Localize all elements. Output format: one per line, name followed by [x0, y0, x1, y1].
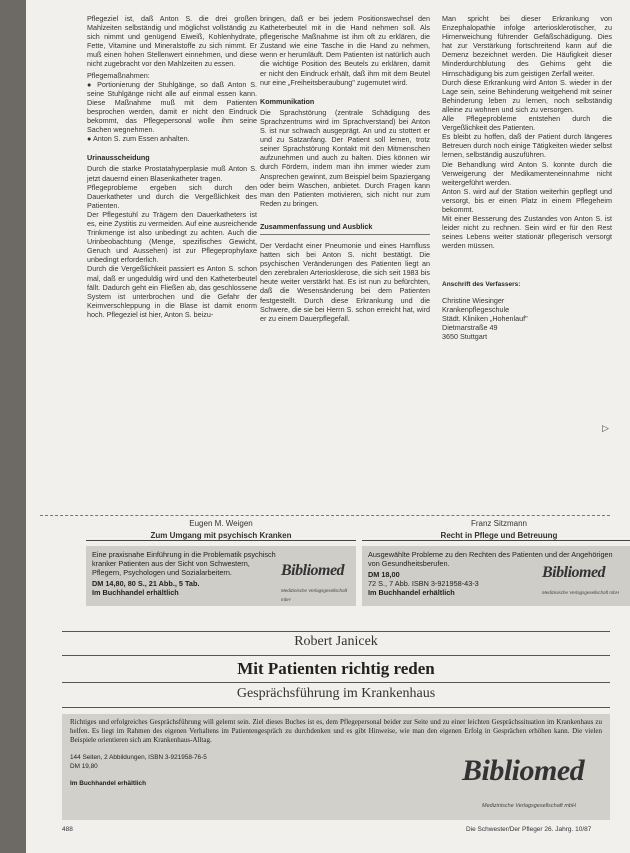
logo-subtitle: Medizinische Verlagsgesellschaft mbH: [542, 590, 619, 595]
ad-title: Recht in Pflege und Betreuung: [362, 531, 630, 541]
bibliomed-logo: Bibliomed: [462, 754, 585, 787]
text-column-1: [87, 14, 257, 319]
bibliomed-logo: Bibliomed: [542, 564, 606, 581]
ad-box-right: [362, 546, 630, 606]
ad-availability: Im Buchhandel erhältlich: [92, 588, 179, 597]
paragraph: Die Sprachstörung (zentrale Schädigung des Sprachzentrums wird im Sprachverstand) bei Anton S. ist nur schwach ausgeprägt. An und zu stottert er und zu Satzanfang. Der Patient soll lernen, trotz seiner Sprachstörung Kontakt mit den Mitmenschen aufzunehmen und auch zu halten. Dies können wir durch Fördern, indem man ihn immer wieder zum Ansprechen gewinnt, zum Beispiel beim Spaziergang oder beim Waschen, anbietet. Durch Fragen kann man den Patienten motivieren, sich nicht nur zum Reden zu bringen.: [260, 107, 430, 208]
paragraph: Durch die starke Prostatahyperplasie muß Anton S. jetzt dauernd einen Blasenkatheter tragen.: [87, 164, 257, 183]
paragraph: Es bleibt zu hoffen, daß der Patient durch längeres Betreuen durch noch einige Tätigkeiten wieder selbst lernen, selbständig auszuführen.: [442, 132, 612, 160]
paragraph: Der Pflegestuhl zu Trägern den Dauerkatheters ist es, eine Zystitis zu vermeiden. Auf eine ausreichende Trinkmenge ist also unbedingt zu achten. Auch die Urinbeobachtung (Menge, spezifisches Gewicht, Geruch und Aussehen) ist zur Pflegeprophylaxe unbedingt erforderlich.: [87, 209, 257, 265]
paragraph: Pflegeprobleme ergeben sich durch den Dauerkatheter und durch die Vergeßlichkeit des Patienten.: [87, 182, 257, 210]
page-number: 488: [62, 826, 73, 833]
paragraph: bringen, daß er bei jedem Positionswechsel den Katheterbeutel mit in die Hand nehmen soll. Als pflegerische Maßnahme ist ihm oft zu erklären, die Zustand wie eine Tasche in die Hand zu nehmen, wenn er herumläuft. Dem Patienten ist natürlich auch die wichtige Position des Beutels zu erklären, damit er nicht den Eindruck erhält, daß ihm mit dem Beutel nur eine „Freiheitsberaubung" zugemutet wird.: [260, 14, 430, 87]
book-price: DM 19,80: [70, 763, 98, 770]
ad-author: Eugen M. Weigen: [189, 519, 253, 528]
ad-price: DM 18,00: [368, 570, 400, 579]
paragraph: Die Behandlung wird Anton S. konnte durch die Verweigerung der Medikamenteneinnahme nicht weitergeführt werden.: [442, 159, 612, 187]
author-line: Städt. Kliniken „Hohenlauf": [442, 313, 528, 323]
ad-title: Zum Umgang mit psychisch Kranken: [86, 531, 356, 541]
text-column-2: [260, 14, 430, 323]
paragraph: Anton S. wird auf der Station weiterhin gepflegt und versorgt, bis er einen Platz in einem Pflegeheim bekommt.: [442, 186, 612, 214]
book-author: Robert Janicek: [294, 634, 378, 649]
section-heading: Kommunikation: [260, 96, 315, 106]
book-subtitle: Gesprächsführung im Krankenhaus: [236, 686, 436, 701]
section-heading: Urinausscheidung: [87, 153, 150, 163]
bibliomed-logo: Bibliomed: [281, 562, 345, 579]
author-line: Christine Wiesinger: [442, 295, 505, 305]
ad-desc: Ausgewählte Probleme zu den Rechten des Patienten und der Angehörigen von Gesundheitsberufen.: [368, 550, 613, 568]
author-line: Dietmarstraße 49: [442, 322, 498, 332]
logo-subtitle: Medizinische Verlagsgesellschaft mbH: [281, 588, 348, 602]
divider: [62, 655, 610, 656]
logo-subtitle: Medizinische Verlagsgesellschaft mbH: [482, 803, 576, 809]
paragraph: Pflegeziel ist, daß Anton S. die drei großen Mahlzeiten selbständig und möglichst vollständig zu sich nimmt und genügend Eiweiß, Kohlenhydrate, Fette, Vitamine und Mineralstoffe zu sich nimmt. Er muß einen hohen Stellenwert einnehmen, und diese nicht zugebracht vor den Mahlzeiten zu essen.: [87, 14, 257, 69]
author-lines: [442, 296, 612, 341]
book-availability: Im Buchhandel erhältlich: [70, 780, 146, 787]
divider: [62, 707, 610, 708]
author-line: 3650 Stuttgart: [442, 331, 488, 341]
paragraph: Durch diese Erkrankung wird Anton S. wieder in der Lage sein, seine Behinderung weitgehend mit seiner Behinderung leben zu lernen, noch selbständig alleine zu wohnen und sich zu versorgen.: [442, 77, 612, 114]
divider: [40, 515, 610, 516]
author-heading: Anschrift des Verfassers:: [442, 281, 521, 289]
author-address: [442, 280, 612, 341]
paragraph: Pflegemaßnahmen:: [87, 70, 150, 80]
ad-price: DM 14,80, 80 S., 21 Abb., 5 Tab.: [92, 579, 200, 588]
paragraph: Mit einer Besserung des Zustandes von Anton S. ist leider nicht zu rechnen. Sein wird er für den Rest seines Lebens weiter stationär pflegerisch versorgt werden müssen.: [442, 214, 612, 251]
ad-box-left: [86, 546, 356, 606]
book-ad-box: [62, 714, 610, 820]
bullet-item: ● Anton S. zum Essen anhalten.: [87, 134, 190, 144]
section-heading: Zusammenfassung und Ausblick: [260, 222, 430, 235]
divider: [62, 631, 610, 632]
paragraph: Durch die Vergeßlichkeit passiert es Anton S. schon mal, daß er ungeduldig wird und den Katheterbeutel fällt. Dadurch geht ein Fließen ab, das geschlossene System ist unterbrochen und die Gefahr der Keimverschleppung in die Blase ist damit enorm hoch. Pflegeziel ist hier, Anton S. beizu-: [87, 264, 257, 319]
ad-meta: 72 S., 7 Abb. ISBN 3-921958-43-3: [368, 579, 479, 588]
paragraph: Man spricht bei dieser Erkrankung von Enzephalopathie infolge arteriosklerotischer, zu Hirnerweichung führender Gefäßschädigung. Dies hat zur Verstärkung fortschreitend kann auf die Demenz bezeichnet werden. Die Häufigkeit dieser Minderdurchblutung des Gehirns geht die Hirnschädigung bis zum geistigen Zerfall weiter.: [442, 14, 612, 78]
ad-author: Franz Sitzmann: [470, 519, 528, 528]
bullet-item: ● Portionierung der Stuhlgänge, so daß Anton S. seine Stuhlgänge nicht alle auf einmal essen kann. Diese Maßnahme muß mit dem Patienten besprochen werden, damit er nicht den Eindruck bekommt, das Pflegepersonal wolle ihm seine Sachen wegnehmen.: [87, 79, 257, 135]
continue-arrow-icon: ▷: [602, 423, 609, 433]
paragraph: Alle Pflegeprobleme entstehen durch die Vergeßlichkeit des Patienten.: [442, 114, 612, 133]
paragraph: Der Verdacht einer Pneumonie und eines Harnfluss hatten sich bei Anton S. nicht bestätigt. Die psychischen Veränderungen des Patienten liegt an den zerebralen Arteriosklerose, die sich seit 1983 bis heute weiter verstärkt hat. Es ist nun zu befürchten, daß die Wesensänderung bei dem Patienten festgestellt. Durch diese Erkrankung und die Schwere, die sie bei Herrn S. schon erreicht hat, wird er zu einem Dauerpflegefall.: [260, 240, 430, 323]
book-description: Richtiges und erfolgreiches Gesprächsführung will gelernt sein. Ziel dieses Buches ist es, dem Pflegepersonal beider zur Seite und zu einer leichten Gesprächssituation im Krankenhaus zu helfen. Es liegt im Rahmen des eigenen Verhaltens im Patientengespräch zu durchdenken und es gibt Hinweise, wie man den eigenen Erfolg in Gesprächen erhöhen kann. Die vielen Beispiele orientieren sich am Krankenhaus-Alltag.: [70, 718, 602, 744]
ad-availability: Im Buchhandel erhältlich: [368, 588, 455, 597]
divider: [62, 682, 610, 683]
journal-footer: Die Schwester/Der Pfleger 26. Jahrg. 10/87: [466, 826, 592, 833]
text-column-3: [442, 14, 612, 341]
ad-desc: Eine praxisnahe Einführung in die Problematik psychisch kranker Patienten aus der Sicht von Schwestern, Pflegern, Psychologen und Sozialarbeitern.: [92, 550, 276, 577]
book-meta: 144 Seiten, 2 Abbildungen, ISBN 3-921958-76-5: [70, 754, 207, 761]
book-title: Mit Patienten richtig reden: [237, 659, 435, 678]
author-line: Krankenpflegeschule: [442, 304, 510, 314]
page: [26, 0, 630, 853]
